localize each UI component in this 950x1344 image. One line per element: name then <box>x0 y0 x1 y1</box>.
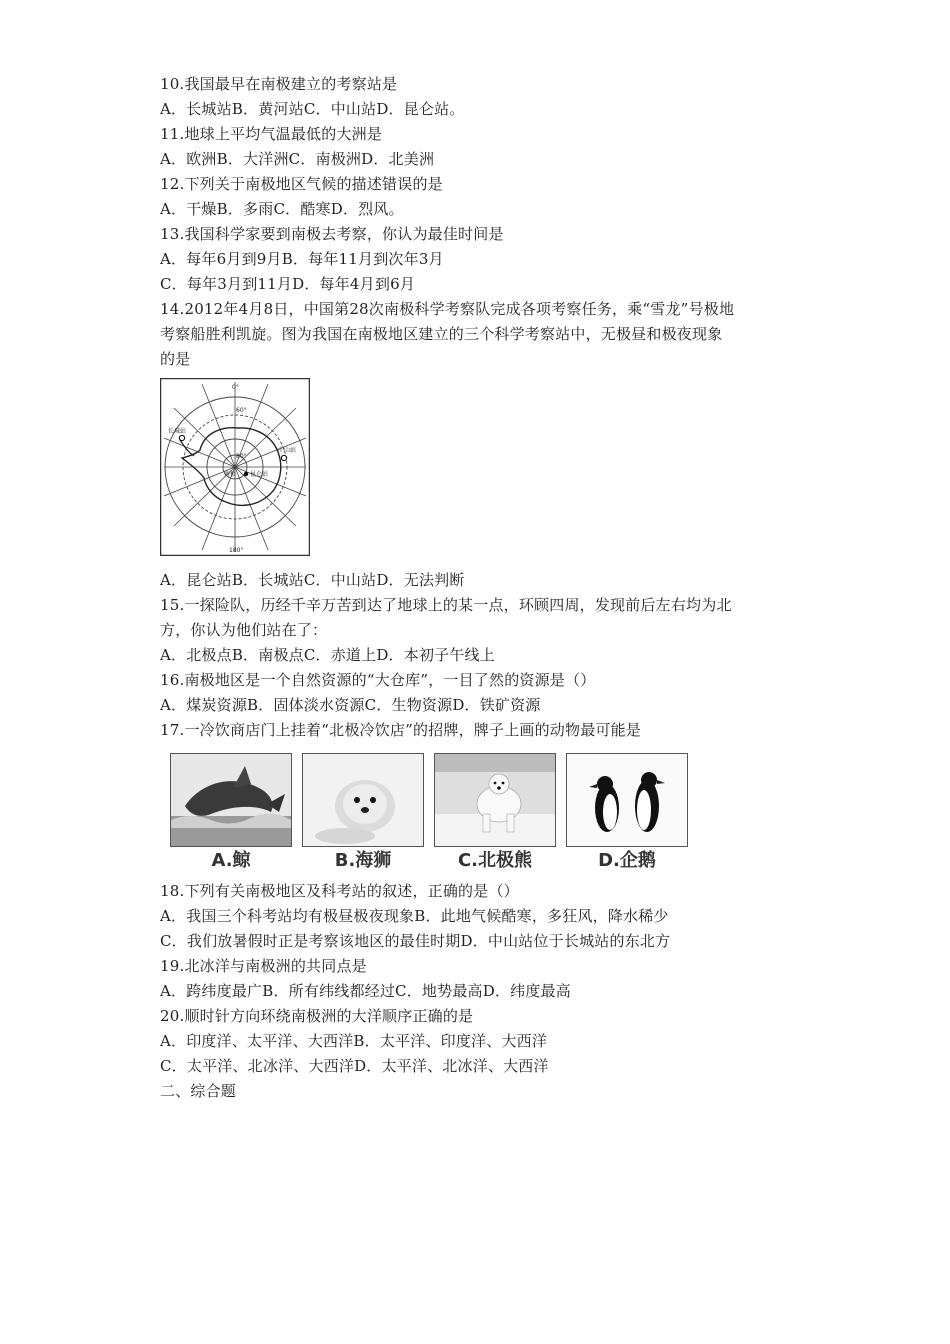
caption-whale: A.鲸 <box>211 850 251 871</box>
q16-stem: 16.南极地区是一个自然资源的“大仓库”，一目了然的资源是（） <box>160 671 596 689</box>
map-label-zhongshan: 中山站 <box>278 447 297 454</box>
whale-image <box>170 753 292 847</box>
q19-stem: 19.北冰洋与南极洲的共同点是 <box>160 957 367 975</box>
q20-options-1: A．印度洋、太平洋、大西洋B．太平洋、印度洋、大西洋 <box>160 1032 548 1050</box>
animal-sea-lion <box>302 753 424 875</box>
q20-stem: 20.顺时针方向环绕南极洲的大洋顺序正确的是 <box>160 1007 474 1025</box>
q13-stem: 13.我国科学家要到南极去考察，你认为最佳时间是 <box>160 225 504 243</box>
animal-polar-bear <box>434 753 556 875</box>
q12-options: A．干燥B．多雨C．酷寒D．烈风。 <box>160 200 404 218</box>
q10-stem: 10.我国最早在南极建立的考察站是 <box>160 75 398 93</box>
caption-penguin: D.企鹅 <box>598 850 656 871</box>
map-label-0: 0° <box>232 384 239 391</box>
antarctic-map-svg <box>160 378 310 556</box>
q19-options: A．跨纬度最广B．所有纬线都经过C．地势最高D．纬度最高 <box>160 982 571 1000</box>
map-label-kunlun: 昆仑站 <box>250 471 269 478</box>
antarctic-map <box>160 378 310 556</box>
q13-options-1: A．每年6月到9月B．每年11月到次年3月 <box>160 250 444 268</box>
q18-options-1: A．我国三个科考站均有极昼极夜现象B．此地气候酷寒，多狂风，降水稀少 <box>160 907 669 925</box>
sea-lion-image <box>302 753 424 847</box>
q18-stem: 18.下列有关南极地区及科考站的叙述，正确的是（） <box>160 882 519 900</box>
q10-options: A．长城站B．黄河站C．中山站D．昆仑站。 <box>160 100 465 118</box>
q15-options: A．北极点B．南极点C．赤道上D．本初子午线上 <box>160 646 495 664</box>
q13-options-2: C．每年3月到11月D．每年4月到6月 <box>160 275 416 293</box>
q15-stem-2: 方，你认为他们站在了： <box>160 621 328 639</box>
q20-options-2: C．太平洋、北冰洋、大西洋D．太平洋、北冰洋、大西洋 <box>160 1057 549 1075</box>
q14-stem-2: 考察船胜利凯旋。图为我国在南极地区建立的三个科学考察站中，无极昼和极夜现象 <box>160 325 723 343</box>
exam-page <box>160 72 820 1104</box>
caption-sea-lion: B.海狮 <box>334 850 392 871</box>
map-label-changcheng: 长城站 <box>168 428 187 435</box>
animal-whale <box>170 753 292 875</box>
q15-stem-1: 15.一探险队，历经千辛万苦到达了地球上的某一点，环顾四周，发现前后左右均为北 <box>160 596 732 614</box>
q12-stem: 12.下列关于南极地区气候的描述错误的是 <box>160 175 443 193</box>
q18-options-2: C．我们放暑假时正是考察该地区的最佳时期D．中山站位于长城站的东北方 <box>160 932 671 950</box>
map-label-60: 60° <box>236 407 247 414</box>
map-label-180: 180° <box>229 547 244 554</box>
map-label-pole: 南极 <box>224 471 237 478</box>
q11-stem: 11.地球上平均气温最低的大洲是 <box>160 125 383 143</box>
q14-stem-1: 14.2012年4月8日，中国第28次南极科学考察队完成各项考察任务，乘“雪龙”号极地 <box>160 300 735 318</box>
q11-options: A．欧洲B．大洋洲C．南极洲D．北美洲 <box>160 150 435 168</box>
q14-options: A．昆仑站B．长城站C．中山站D．无法判断 <box>160 571 465 589</box>
section-2-heading: 二、综合题 <box>160 1082 237 1100</box>
q14-stem-3: 的是 <box>160 350 191 368</box>
q16-options: A．煤炭资源B．固体淡水资源C．生物资源D．铁矿资源 <box>160 696 541 714</box>
map-label-80: 80° <box>236 453 247 460</box>
polar-bear-image <box>434 753 556 847</box>
caption-polar-bear: C.北极熊 <box>457 850 533 871</box>
penguin-image <box>566 753 688 847</box>
animal-penguin <box>566 753 688 875</box>
q17-stem: 17.一冷饮商店门上挂着“北极冷饮店”的招牌，牌子上画的动物最可能是 <box>160 721 641 739</box>
animal-choices <box>170 753 820 875</box>
